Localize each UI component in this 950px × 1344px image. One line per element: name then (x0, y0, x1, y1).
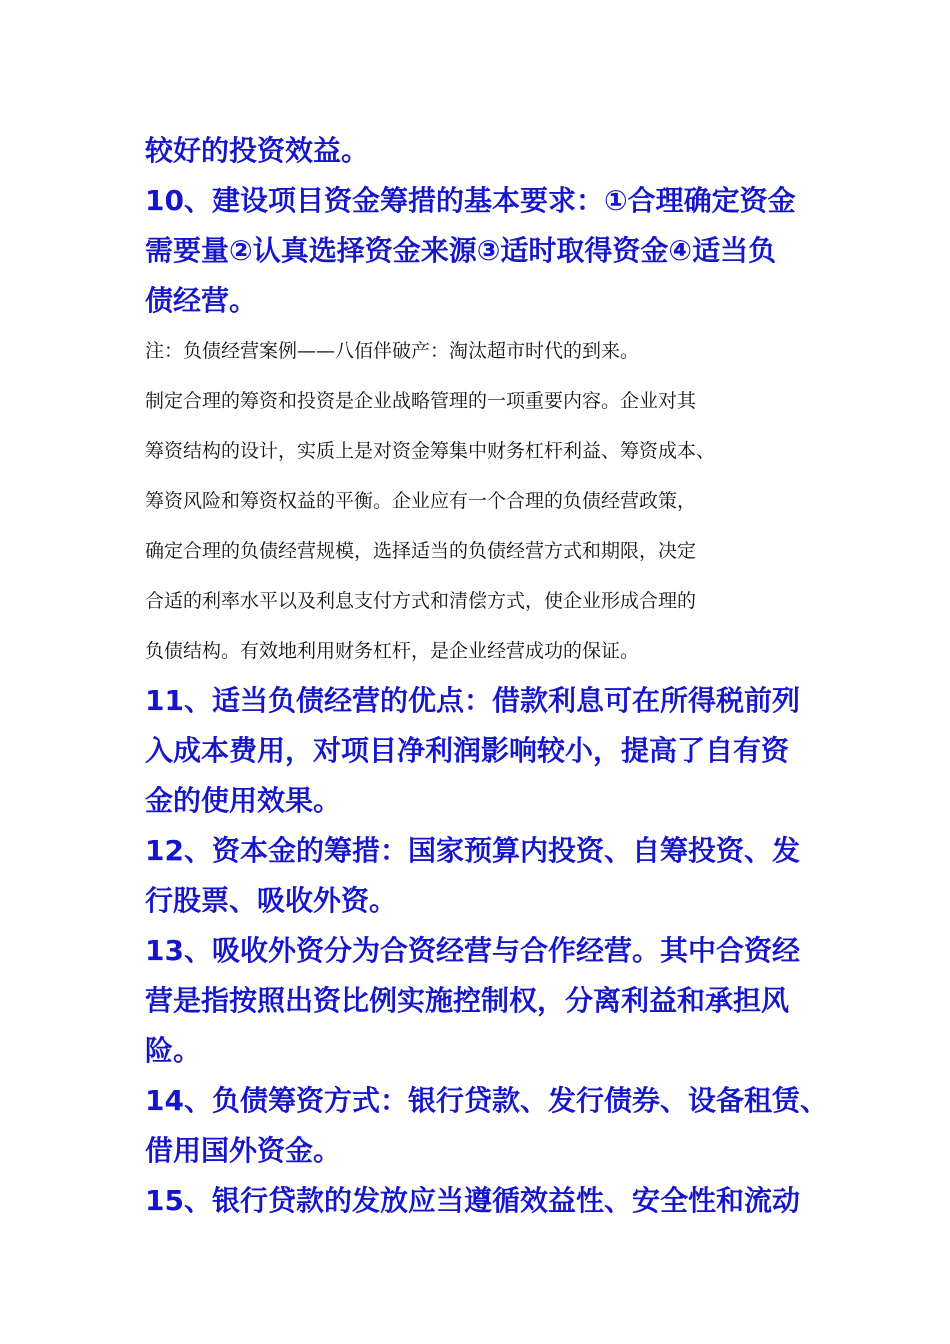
text-line: 营是指按照出资比例实施控制权，分离利益和承担风 (145, 984, 790, 1017)
text-line: 注：负债经营案例——八佰伴破产：淘汰超市时代的到来。 (145, 340, 640, 362)
paragraph-financing-strategy (145, 376, 825, 676)
text-line: 13、吸收外资分为合资经营与合作经营。其中合资经 (145, 934, 800, 967)
text-line: 合适的利率水平以及利息支付方式和清偿方式，使企业形成合理的 (145, 590, 697, 612)
text-line: 负债结构。有效地利用财务杠杆，是企业经营成功的保证。 (145, 640, 640, 662)
text-line: 需要量②认真选择资金来源③适时取得资金④适当负 (145, 234, 777, 267)
item-15-bank-loan-principles (145, 1176, 825, 1226)
item-11-debt-advantages (145, 676, 825, 826)
text-line: 较好的投资效益。 (145, 134, 370, 167)
text-line: 筹资结构的设计，实质上是对资金筹集中财务杠杆利益、筹资成本、 (145, 440, 716, 462)
text-line: 14、负债筹资方式：银行贷款、发行债券、设备租赁、 (145, 1084, 828, 1117)
item-14-debt-financing-methods (145, 1076, 828, 1176)
text-line: 金的使用效果。 (145, 784, 342, 817)
paragraph-investment-benefit (145, 126, 825, 176)
item-10-financing-requirements (145, 176, 825, 326)
text-line: 11、适当负债经营的优点：借款利息可在所得税前列 (145, 684, 800, 717)
document-content (145, 126, 828, 1226)
text-line: 险。 (145, 1034, 202, 1067)
item-12-capital-financing (145, 826, 825, 926)
text-line: 债经营。 (145, 284, 258, 317)
text-line: 15、银行贷款的发放应当遵循效益性、安全性和流动 (145, 1184, 800, 1217)
text-line: 12、资本金的筹措：国家预算内投资、自筹投资、发 (145, 834, 800, 867)
text-line: 制定合理的筹资和投资是企业战略管理的一项重要内容。企业对其 (145, 390, 697, 412)
text-line: 筹资风险和筹资权益的平衡。企业应有一个合理的负债经营政策， (145, 490, 697, 512)
item-13-foreign-investment (145, 926, 825, 1076)
text-line: 行股票、吸收外资。 (145, 884, 398, 917)
text-line: 确定合理的负债经营规模，选择适当的负债经营方式和期限，决定 (145, 540, 697, 562)
note-debt-case (145, 326, 825, 376)
text-line: 10、建设项目资金筹措的基本要求：①合理确定资金 (145, 184, 796, 217)
text-line: 入成本费用，对项目净利润影响较小，提高了自有资 (145, 734, 790, 767)
text-line: 借用国外资金。 (145, 1134, 342, 1167)
